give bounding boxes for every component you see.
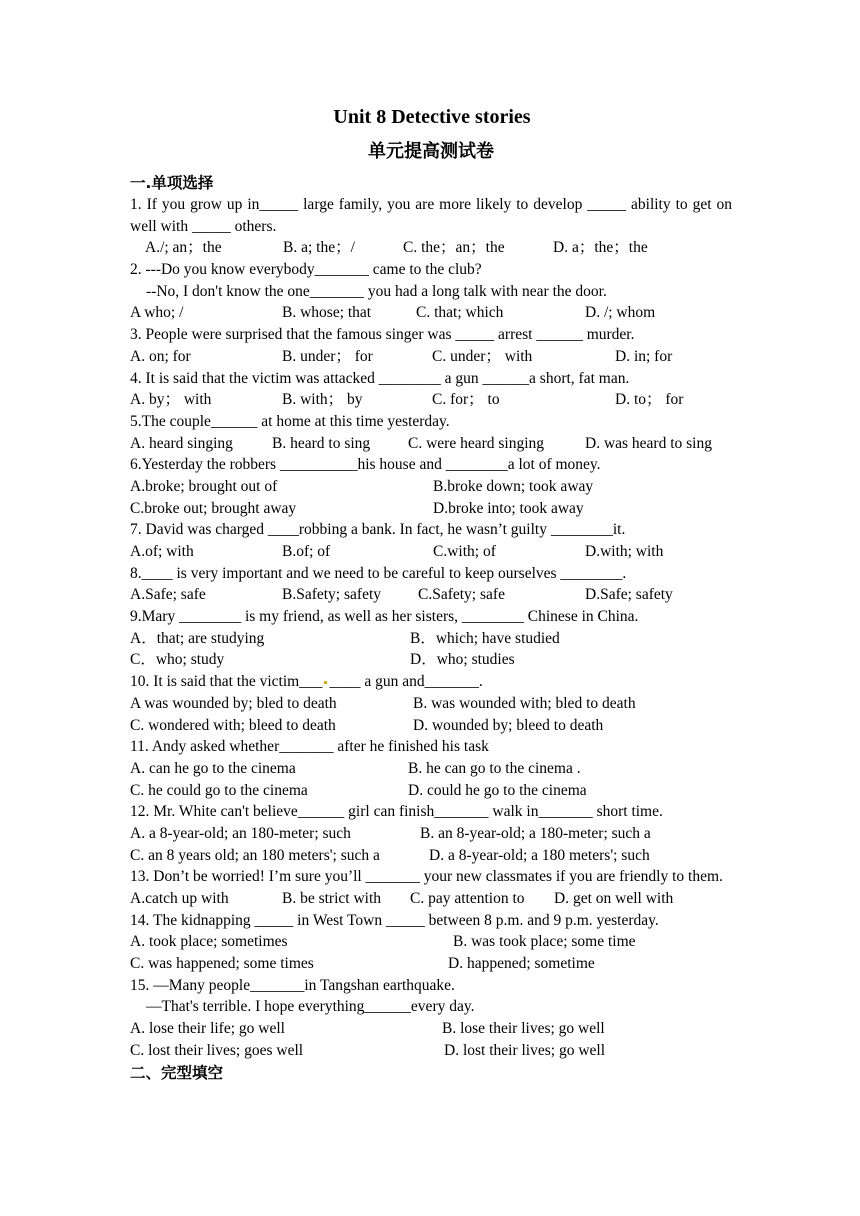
question-6-options-row1 (130, 476, 732, 498)
question-10-option-a: A was wounded by; bled to death (130, 694, 337, 712)
question-6-option-c: C.broke out; brought away (130, 499, 297, 517)
question-10-option-b: B. was wounded with; bled to death (413, 694, 636, 712)
question-6-option-b: B.broke down; took away (433, 477, 594, 495)
question-2-options (130, 302, 732, 324)
question-8-options (130, 584, 732, 606)
question-4-stem: 4. It is said that the victim was attacked ________ a gun ______a short, fat man. (130, 369, 630, 387)
question-14-option-b: B. was took place; some time (453, 933, 636, 951)
question-7-options (130, 541, 732, 563)
page-subtitle: 单元提高测试卷 (368, 141, 494, 162)
question-13-stem: 13. Don’t be worried! I’m sure you’ll _______ your new classmates if you are friendly to them. (130, 868, 723, 886)
question-14-option-a: A. took place; sometimes (130, 933, 288, 951)
question-4-option-d: D. to； for (615, 391, 684, 409)
question-13-option-a: A.catch up with (130, 890, 229, 908)
question-10-option-c: C. wondered with; bleed to death (130, 716, 336, 734)
question-3-option-c: C. under； with (432, 347, 533, 365)
question-12-option-a: A. a 8-year-old; an 180-meter; such (130, 824, 351, 842)
question-6-stem: 6.Yesterday the robbers __________his house and ________a lot of money. (130, 456, 601, 474)
question-9-option-d: D．who; studies (410, 651, 515, 669)
question-12-option-b: B. an 8-year-old; a 180-meter; such a (420, 824, 651, 842)
question-4-option-a: A. by； with (130, 391, 212, 409)
question-12-options-row2 (130, 845, 732, 867)
question-10-stem-part2: ____ a gun and_______. (329, 673, 483, 691)
question-14-options-row2 (130, 953, 732, 975)
question-1-option-b: B. a; the；/ (283, 239, 355, 257)
question-4-option-b: B. with； by (282, 391, 363, 409)
question-7-option-d: D.with; with (585, 543, 664, 561)
question-10-stem-part1: 10. It is said that the victim___ (130, 673, 323, 691)
question-15-stem-reply: —That's terrible. I hope everything______every day. (146, 998, 475, 1016)
question-7-option-c: C.with; of (433, 543, 496, 561)
question-12-option-c: C. an 8 years old; an 180 meters'; such a (130, 846, 380, 864)
question-5-option-c: C. were heard singing (408, 434, 545, 452)
question-13-option-b: B. be strict with (282, 890, 382, 908)
question-3-option-b: B. under； for (282, 347, 373, 365)
question-15-option-a: A. lose their life; go well (130, 1020, 285, 1038)
question-8-stem: 8.____ is very important and we need to be careful to keep ourselves ________. (130, 564, 627, 582)
question-3-option-a: A. on; for (130, 347, 191, 365)
question-14-option-d: D. happened; sometime (448, 955, 595, 973)
question-1-option-a: A./; an；the (145, 239, 222, 257)
section-heading-multiple-choice: 一.单项选择 (130, 174, 214, 192)
question-6-option-a: A.broke; brought out of (130, 477, 278, 495)
question-5-options (130, 433, 732, 455)
question-8-option-d: D.Safe; safety (585, 586, 673, 604)
question-3-options (130, 346, 732, 368)
question-12-option-d: D. a 8-year-old; a 180 meters'; such (429, 846, 650, 864)
question-6-options-row2 (130, 498, 732, 520)
question-15-options-row1 (130, 1018, 732, 1040)
question-3-option-d: D. in; for (615, 347, 673, 365)
question-15-option-c: C. lost their lives; goes well (130, 1041, 304, 1059)
question-1-option-d: D. a；the；the (553, 239, 648, 257)
question-10-stem (130, 671, 732, 693)
question-11-option-b: B. he can go to the cinema . (408, 759, 581, 777)
question-9-options-row2 (130, 649, 732, 671)
question-12-stem: 12. Mr. White can't believe______ girl can finish_______ walk in_______ short time. (130, 803, 663, 821)
worksheet-page (130, 104, 732, 1084)
question-10-options-row1 (130, 693, 732, 715)
question-14-stem: 14. The kidnapping _____ in West Town _____ between 8 p.m. and 9 p.m. yesterday. (130, 911, 659, 929)
question-13-options (130, 888, 732, 910)
question-2-option-d: D. /; whom (585, 304, 656, 322)
question-12-options-row1 (130, 823, 732, 845)
question-7-stem: 7. David was charged ____robbing a bank. In fact, he wasn’t guilty ________it. (130, 521, 626, 539)
question-9-stem: 9.Mary ________ is my friend, as well as her sisters, ________ Chinese in China. (130, 608, 639, 626)
question-15-options-row2 (130, 1040, 732, 1062)
question-15-stem: 15. —Many people_______in Tangshan earthquake. (130, 976, 455, 994)
section-heading-cloze: 二、完型填空 (130, 1063, 224, 1082)
question-10-option-d: D. wounded by; bleed to death (413, 716, 604, 734)
question-9-option-b: B．which; have studied (410, 629, 560, 647)
question-11-options-row1 (130, 758, 732, 780)
question-11-stem: 11. Andy asked whether_______ after he finished his task (130, 738, 489, 756)
question-11-option-c: C. he could go to the cinema (130, 781, 308, 799)
question-15-option-d: D. lost their lives; go well (444, 1041, 606, 1059)
question-8-option-a: A.Safe; safe (130, 586, 206, 604)
question-1-option-c: C. the；an；the (403, 239, 505, 257)
question-4-option-c: C. for； to (432, 391, 500, 409)
question-2-stem: 2. ---Do you know everybody_______ came to the club? (130, 261, 482, 279)
question-15-option-b: B. lose their lives; go well (442, 1020, 605, 1038)
question-9-option-c: C．who; study (130, 651, 225, 669)
question-2-option-b: B. whose; that (282, 304, 372, 322)
question-8-option-c: C.Safety; safe (418, 586, 505, 604)
question-5-option-b: B. heard to sing (272, 434, 371, 452)
question-4-options (130, 389, 732, 411)
question-2-option-a: A who; / (130, 304, 184, 322)
question-1-stem: 1. If you grow up in_____ large family, you are more likely to develop _____ ability to get on well with _____ others. (130, 196, 732, 235)
question-5-stem: 5.The couple______ at home at this time yesterday. (130, 412, 450, 430)
question-13-option-d: D. get on well with (554, 890, 674, 908)
question-3-stem: 3. People were surprised that the famous singer was _____ arrest ______ murder. (130, 326, 635, 344)
question-6-option-d: D.broke into; took away (433, 499, 584, 517)
question-11-option-a: A. can he go to the cinema (130, 759, 296, 777)
highlight-mark (324, 681, 327, 684)
question-5-option-d: D. was heard to sing (585, 434, 712, 452)
question-1-options (130, 237, 732, 259)
question-14-option-c: C. was happened; some times (130, 955, 314, 973)
question-9-option-a: A．that; are studying (130, 629, 265, 647)
question-7-option-a: A.of; with (130, 543, 194, 561)
question-5-option-a: A. heard singing (130, 434, 233, 452)
question-2-stem-reply: --No, I don't know the one_______ you had a long talk with near the door. (146, 282, 607, 300)
question-11-options-row2 (130, 780, 732, 802)
page-title: Unit 8 Detective stories (333, 106, 531, 128)
question-11-option-d: D. could he go to the cinema (408, 781, 587, 799)
question-14-options-row1 (130, 931, 732, 953)
question-8-option-b: B.Safety; safety (282, 586, 382, 604)
question-9-options-row1 (130, 628, 732, 650)
question-10-options-row2 (130, 715, 732, 737)
question-2-option-c: C. that; which (416, 304, 504, 322)
question-7-option-b: B.of; of (282, 543, 331, 561)
question-13-option-c: C. pay attention to (410, 890, 525, 908)
